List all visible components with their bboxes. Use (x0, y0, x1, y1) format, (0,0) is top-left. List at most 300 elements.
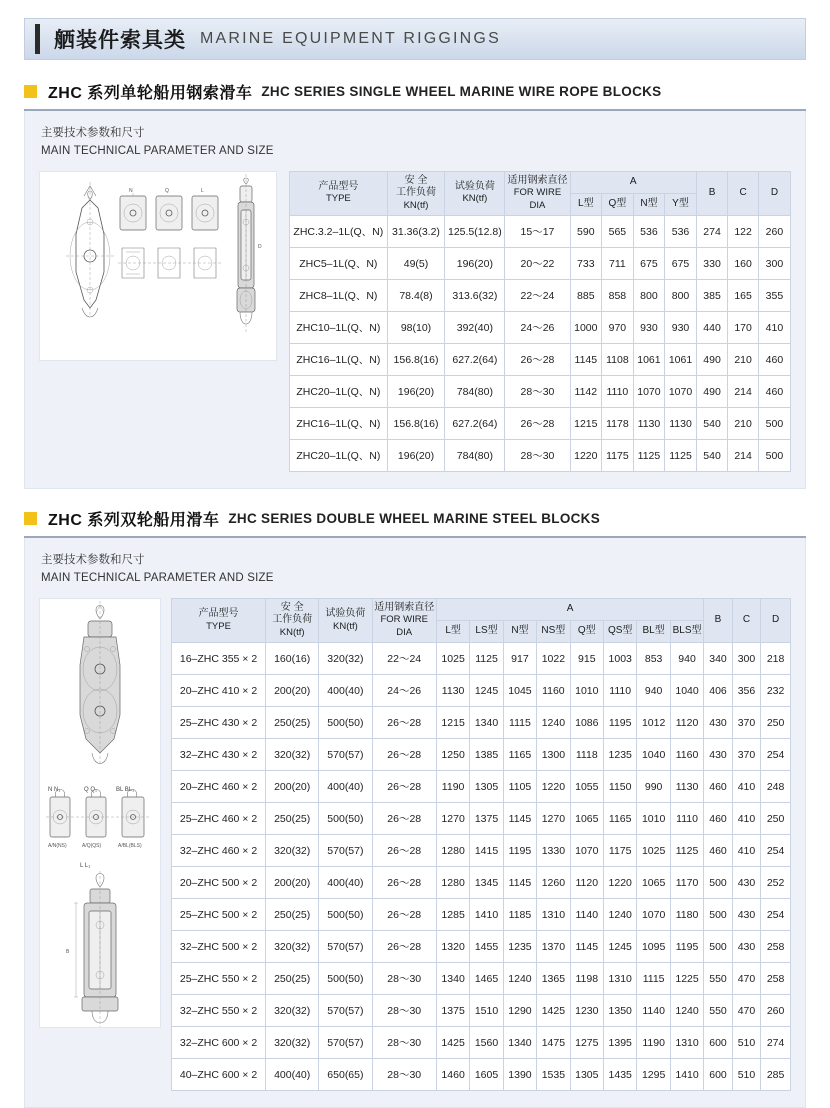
cell-value: 1235 (604, 739, 637, 771)
th2-test-load (319, 598, 372, 643)
section-1-subtitle-en: MAIN TECHNICAL PARAMETER AND SIZE (41, 144, 274, 157)
th2-c: C (732, 598, 760, 643)
th2-a-q: Q型 (570, 621, 603, 643)
cell-value: 1240 (537, 707, 570, 739)
cell-value: 1045 (503, 675, 536, 707)
cell-value: 250 (761, 707, 791, 739)
cell-value: 500(50) (319, 963, 372, 995)
cell-value: 711 (602, 248, 634, 280)
cell-value: 1160 (670, 739, 703, 771)
th2-dia-cn: 适用钢索直径 (374, 601, 435, 613)
single-wheel-spec-table (289, 171, 791, 473)
cell-value: 26～28 (372, 771, 436, 803)
cell-value: 355 (758, 280, 790, 312)
cell-value: 410 (732, 771, 760, 803)
cell-value: 1195 (670, 931, 703, 963)
th-dia-cn: 适用钢索直径 (507, 174, 568, 186)
cell-value: 196(20) (387, 376, 445, 408)
cell-value: 26～28 (505, 408, 570, 440)
cell-value: 210 (728, 344, 759, 376)
cell-value: 196(20) (387, 440, 445, 472)
cell-value: 470 (732, 963, 760, 995)
cell-value: 1235 (503, 931, 536, 963)
cell-value: 26～28 (372, 707, 436, 739)
cell-value: 1215 (570, 408, 602, 440)
th-test-unit: KN(tf) (462, 193, 488, 205)
cell-value: 1145 (503, 867, 536, 899)
section-2-subtitle-en: MAIN TECHNICAL PARAMETER AND SIZE (41, 571, 274, 584)
table-row (172, 643, 791, 675)
cell-value: 1110 (670, 803, 703, 835)
figure-1-svg (40, 172, 276, 360)
th2-type (172, 598, 266, 643)
svg-text:N N₁: N N₁ (48, 786, 61, 793)
th-test-cn: 试验负荷 (454, 180, 495, 192)
table-row (290, 248, 791, 280)
cell-value: 853 (637, 643, 670, 675)
cell-value: 1220 (604, 867, 637, 899)
cell-value: 1305 (570, 1059, 603, 1091)
table-row (172, 771, 791, 803)
cell-type: 32–ZHC 430 × 2 (172, 739, 266, 771)
cell-value: 1250 (436, 739, 469, 771)
cell-value: 1150 (604, 771, 637, 803)
svg-text:Q: Q (165, 187, 169, 194)
cell-value: 1425 (436, 1027, 469, 1059)
cell-value: 1240 (503, 963, 536, 995)
cell-value: 733 (570, 248, 602, 280)
cell-value: 274 (696, 216, 728, 248)
cell-value: 260 (758, 216, 790, 248)
cell-value: 1435 (604, 1059, 637, 1091)
cell-value: 125.5(12.8) (445, 216, 505, 248)
cell-value: 1070 (570, 835, 603, 867)
cell-value: 460 (758, 344, 790, 376)
cell-value: 1145 (570, 931, 603, 963)
cell-value: 940 (670, 643, 703, 675)
cell-value: 1175 (604, 835, 637, 867)
cell-value: 1310 (670, 1027, 703, 1059)
cell-value: 1130 (436, 675, 469, 707)
section-1-subtitle-cn: 主要技术参数和尺寸 (41, 127, 145, 139)
figure-2-svg (40, 599, 160, 1027)
cell-value: 320(32) (266, 1027, 319, 1059)
cell-value: 600 (704, 1027, 732, 1059)
cell-value: 28～30 (505, 440, 570, 472)
cell-value: 536 (633, 216, 665, 248)
cell-value: 31.36(3.2) (387, 216, 445, 248)
cell-value: 252 (761, 867, 791, 899)
cell-value: 1270 (537, 803, 570, 835)
cell-type: 25–ZHC 460 × 2 (172, 803, 266, 835)
cell-value: 1340 (503, 1027, 536, 1059)
th-b: B (696, 171, 728, 216)
cell-value: 784(80) (445, 440, 505, 472)
th-c: C (728, 171, 759, 216)
cell-type: ZHC10–1L(Q、N) (290, 312, 388, 344)
cell-value: 930 (633, 312, 665, 344)
bullet-square-icon-2 (24, 512, 37, 525)
cell-value: 1110 (602, 376, 634, 408)
cell-value: 460 (704, 771, 732, 803)
table-row (290, 312, 791, 344)
cell-value: 1510 (470, 995, 503, 1027)
cell-value: 1195 (503, 835, 536, 867)
cell-value: 930 (665, 312, 697, 344)
cell-value: 858 (602, 280, 634, 312)
cell-value: 510 (732, 1059, 760, 1091)
cell-type: 25–ZHC 500 × 2 (172, 899, 266, 931)
cell-value: 500 (758, 440, 790, 472)
cell-value: 1310 (604, 963, 637, 995)
cell-value: 1160 (537, 675, 570, 707)
cell-value: 1240 (670, 995, 703, 1027)
cell-value: 26～28 (372, 739, 436, 771)
cell-value: 1390 (503, 1059, 536, 1091)
cell-value: 1120 (570, 867, 603, 899)
cell-value: 1320 (436, 931, 469, 963)
cell-value: 1305 (470, 771, 503, 803)
cell-value: 1560 (470, 1027, 503, 1059)
th-wire-dia (505, 171, 570, 216)
cell-value: 1065 (637, 867, 670, 899)
cell-type: 40–ZHC 600 × 2 (172, 1059, 266, 1091)
th2-safe-load (266, 598, 319, 643)
single-wheel-block-drawing (39, 171, 277, 361)
cell-value: 28～30 (372, 1027, 436, 1059)
cell-value: 20～22 (505, 248, 570, 280)
cell-value: 1295 (637, 1059, 670, 1091)
section-2-subtitle (41, 552, 791, 588)
cell-value: 565 (602, 216, 634, 248)
cell-value: 1108 (602, 344, 634, 376)
svg-text:D: D (258, 243, 262, 250)
cell-value: 400(40) (266, 1059, 319, 1091)
cell-value: 460 (704, 835, 732, 867)
cell-value: 1022 (537, 643, 570, 675)
cell-value: 1410 (670, 1059, 703, 1091)
cell-value: 1385 (470, 739, 503, 771)
bullet-square-icon (24, 85, 37, 98)
cell-value: 156.8(16) (387, 408, 445, 440)
cell-value: 885 (570, 280, 602, 312)
cell-type: 16–ZHC 355 × 2 (172, 643, 266, 675)
banner-title-cn: 舾装件索具类 (54, 29, 186, 52)
cell-value: 1055 (570, 771, 603, 803)
cell-value: 784(80) (445, 376, 505, 408)
cell-value: 1375 (436, 995, 469, 1027)
figure-2-label-l: L L₁ (80, 862, 91, 869)
cell-value: 258 (761, 963, 791, 995)
table-2-header-row-1 (172, 598, 791, 620)
cell-value: 1475 (537, 1027, 570, 1059)
cell-value: 1070 (633, 376, 665, 408)
cell-value: 1280 (436, 835, 469, 867)
banner-accent-bar (35, 24, 40, 54)
cell-value: 970 (602, 312, 634, 344)
cell-value: 214 (728, 376, 759, 408)
cell-value: 28～30 (372, 995, 436, 1027)
th-group-a: A (570, 171, 696, 193)
cell-value: 24～26 (372, 675, 436, 707)
th-safe-load (387, 171, 445, 216)
cell-type: ZHC8–1L(Q、N) (290, 280, 388, 312)
cell-value: 460 (704, 803, 732, 835)
section-1-title-en: ZHC SERIES SINGLE WHEEL MARINE WIRE ROPE BLOCKS (261, 84, 662, 99)
cell-value: 1190 (436, 771, 469, 803)
cell-value: 28～30 (372, 963, 436, 995)
cell-value: 214 (728, 440, 759, 472)
svg-text:L: L (201, 187, 204, 194)
cell-value: 300 (758, 248, 790, 280)
cell-value: 406 (704, 675, 732, 707)
cell-value: 1140 (570, 899, 603, 931)
cell-value: 1125 (470, 643, 503, 675)
cell-value: 490 (696, 376, 728, 408)
cell-value: 26～28 (505, 344, 570, 376)
cell-value: 1425 (537, 995, 570, 1027)
svg-text:A/BL(BLS): A/BL(BLS) (118, 842, 142, 849)
cell-value: 254 (761, 739, 791, 771)
svg-text:A/Q(QS): A/Q(QS) (82, 842, 102, 849)
th-a-q: Q型 (602, 193, 634, 215)
table-1-wrapper (289, 171, 791, 473)
cell-value: 627.2(64) (445, 408, 505, 440)
cell-value: 540 (696, 408, 728, 440)
cell-value: 1115 (503, 707, 536, 739)
cell-value: 1375 (470, 803, 503, 835)
cell-value: 1365 (537, 963, 570, 995)
cell-value: 22～24 (505, 280, 570, 312)
cell-value: 1118 (570, 739, 603, 771)
cell-value: 1012 (637, 707, 670, 739)
th2-group-a: A (436, 598, 703, 620)
cell-value: 1125 (670, 835, 703, 867)
cell-value: 1395 (604, 1027, 637, 1059)
th2-a-bl: BL型 (637, 621, 670, 643)
cell-value: 430 (732, 867, 760, 899)
cell-value: 1290 (503, 995, 536, 1027)
cell-value: 232 (761, 675, 791, 707)
cell-value: 570(57) (319, 995, 372, 1027)
cell-type: 25–ZHC 550 × 2 (172, 963, 266, 995)
cell-value: 570(57) (319, 739, 372, 771)
cell-value: 500(50) (319, 899, 372, 931)
cell-value: 915 (570, 643, 603, 675)
cell-type: 20–ZHC 500 × 2 (172, 867, 266, 899)
th2-type-cn: 产品型号 (198, 608, 239, 619)
cell-value: 400(40) (319, 771, 372, 803)
table-row (172, 739, 791, 771)
cell-value: 1340 (436, 963, 469, 995)
cell-value: 1225 (670, 963, 703, 995)
cell-value: 160 (728, 248, 759, 280)
cell-value: 1165 (503, 739, 536, 771)
cell-type: 32–ZHC 460 × 2 (172, 835, 266, 867)
cell-value: 1245 (470, 675, 503, 707)
section-2-title-en: ZHC SERIES DOUBLE WHEEL MARINE STEEL BLOCKS (228, 511, 601, 527)
cell-value: 1115 (637, 963, 670, 995)
cell-value: 500(50) (319, 803, 372, 835)
cell-value: 248 (761, 771, 791, 803)
cell-value: 1170 (670, 867, 703, 899)
cell-value: 200(20) (266, 867, 319, 899)
table-2-wrapper (171, 598, 791, 1092)
cell-value: 570(57) (319, 931, 372, 963)
cell-value: 26～28 (372, 899, 436, 931)
table-row (172, 803, 791, 835)
cell-value: 1165 (604, 803, 637, 835)
th2-a-ns: NS型 (537, 621, 570, 643)
cell-value: 800 (633, 280, 665, 312)
cell-value: 200(20) (266, 771, 319, 803)
cell-value: 26～28 (372, 835, 436, 867)
cell-value: 1000 (570, 312, 602, 344)
cell-type: 32–ZHC 500 × 2 (172, 931, 266, 963)
cell-type: 32–ZHC 600 × 2 (172, 1027, 266, 1059)
th2-safe-cn2: 工作负荷 (272, 614, 313, 626)
table-row (172, 963, 791, 995)
cell-value: 1185 (503, 899, 536, 931)
th2-a-n: N型 (503, 621, 536, 643)
cell-value: 200(20) (266, 675, 319, 707)
cell-value: 15～17 (505, 216, 570, 248)
cell-type: 20–ZHC 410 × 2 (172, 675, 266, 707)
cell-value: 1175 (602, 440, 634, 472)
cell-value: 196(20) (445, 248, 505, 280)
cell-value: 1605 (470, 1059, 503, 1091)
th-d: D (758, 171, 790, 216)
cell-value: 470 (732, 995, 760, 1027)
th-safe-cn1: 安 全 (404, 174, 428, 186)
section-heading-2 (24, 507, 806, 538)
cell-value: 1415 (470, 835, 503, 867)
th2-a-bls: BLS型 (670, 621, 703, 643)
cell-value: 26～28 (372, 931, 436, 963)
cell-value: 627.2(64) (445, 344, 505, 376)
table-1-header-row-1 (290, 171, 791, 193)
th2-wire-dia (372, 598, 436, 643)
cell-value: 122 (728, 216, 759, 248)
cell-value: 320(32) (266, 835, 319, 867)
cell-value: 300 (732, 643, 760, 675)
cell-value: 430 (732, 931, 760, 963)
cell-value: 490 (696, 344, 728, 376)
cell-value: 1260 (537, 867, 570, 899)
th-dia-en: FOR WIRE DIA (513, 187, 562, 211)
cell-value: 600 (704, 1059, 732, 1091)
cell-value: 1240 (604, 899, 637, 931)
cell-value: 370 (732, 739, 760, 771)
th2-safe-cn1: 安 全 (280, 601, 304, 613)
catalog-page (0, 18, 830, 1108)
table-row (290, 344, 791, 376)
cell-value: 650(65) (319, 1059, 372, 1091)
table-row (290, 376, 791, 408)
table-row (172, 675, 791, 707)
cell-value: 320(32) (266, 995, 319, 1027)
svg-text:B: B (66, 948, 70, 955)
cell-value: 320(32) (319, 643, 372, 675)
cell-value: 98(10) (387, 312, 445, 344)
cell-value: 285 (761, 1059, 791, 1091)
cell-value: 340 (704, 643, 732, 675)
cell-value: 1370 (537, 931, 570, 963)
cell-value: 22～24 (372, 643, 436, 675)
cell-value: 392(40) (445, 312, 505, 344)
cell-value: 1275 (570, 1027, 603, 1059)
cell-value: 1061 (665, 344, 697, 376)
th2-a-ls: LS型 (470, 621, 503, 643)
cell-value: 78.4(8) (387, 280, 445, 312)
th-a-l: L型 (570, 193, 602, 215)
cell-value: 1345 (470, 867, 503, 899)
cell-value: 218 (761, 643, 791, 675)
section-2-panel (24, 538, 806, 1108)
cell-value: 1070 (637, 899, 670, 931)
cell-value: 410 (758, 312, 790, 344)
cell-value: 675 (633, 248, 665, 280)
cell-value: 800 (665, 280, 697, 312)
th-type-en: TYPE (325, 193, 351, 205)
cell-value: 1130 (633, 408, 665, 440)
th-safe-cn2: 工作负荷 (395, 187, 436, 199)
banner-title-en: MARINE EQUIPMENT RIGGINGS (200, 30, 501, 47)
cell-value: 28～30 (372, 1059, 436, 1091)
cell-value: 1280 (436, 867, 469, 899)
cell-value: 500 (704, 899, 732, 931)
cell-type: 25–ZHC 430 × 2 (172, 707, 266, 739)
cell-type: ZHC.3.2–1L(Q、N) (290, 216, 388, 248)
cell-type: ZHC16–1L(Q、N) (290, 344, 388, 376)
cell-value: 320(32) (266, 739, 319, 771)
cell-value: 1285 (436, 899, 469, 931)
cell-value: 550 (704, 995, 732, 1027)
cell-value: 1230 (570, 995, 603, 1027)
cell-value: 1270 (436, 803, 469, 835)
cell-value: 570(57) (319, 1027, 372, 1059)
table-row (290, 216, 791, 248)
cell-value: 1350 (604, 995, 637, 1027)
cell-value: 313.6(32) (445, 280, 505, 312)
cell-value: 1095 (637, 931, 670, 963)
cell-value: 1140 (637, 995, 670, 1027)
cell-type: ZHC16–1L(Q、N) (290, 408, 388, 440)
cell-value: 1061 (633, 344, 665, 376)
table-row (172, 931, 791, 963)
cell-value: 165 (728, 280, 759, 312)
cell-value: 1198 (570, 963, 603, 995)
th2-b: B (704, 598, 732, 643)
cell-value: 26～28 (372, 867, 436, 899)
cell-value: 250(25) (266, 899, 319, 931)
cell-value: 160(16) (266, 643, 319, 675)
th2-a-qs: QS型 (604, 621, 637, 643)
cell-value: 1110 (604, 675, 637, 707)
cell-value: 1130 (665, 408, 697, 440)
svg-text:Q Q₁: Q Q₁ (84, 786, 98, 793)
double-wheel-block-drawing (39, 598, 161, 1028)
cell-value: 250(25) (266, 707, 319, 739)
cell-value: 500 (704, 867, 732, 899)
section-1-subtitle (41, 125, 791, 161)
cell-value: 1142 (570, 376, 602, 408)
cell-value: 356 (732, 675, 760, 707)
cell-value: 26～28 (372, 803, 436, 835)
cell-value: 258 (761, 931, 791, 963)
cell-value: 400(40) (319, 675, 372, 707)
section-1-title-cn: ZHC 系列单轮船用钢索滑车 (48, 85, 253, 102)
